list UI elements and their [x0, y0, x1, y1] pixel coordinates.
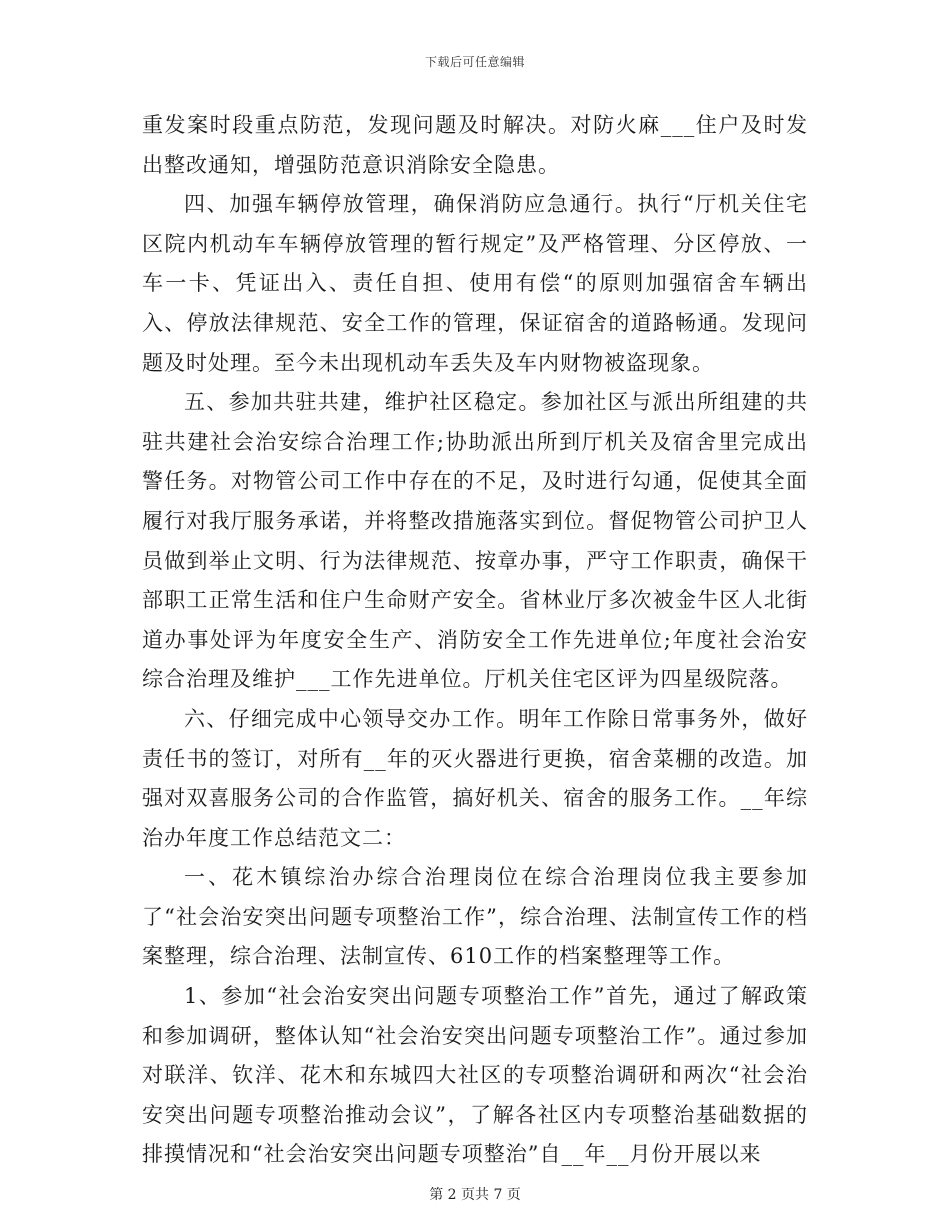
paragraph-continuation: 重发案时段重点防范，发现问题及时解决。对防火麻___住户及时发出整改通知，增强防范意识消除安全隐患。 — [142, 113, 808, 177]
paragraph-item-1: 一、花木镇综治办综合治理岗位在综合治理岗位我主要参加了“社会治安突出问题专项整治工作”，综合治理、法制宣传工作的档案整理，综合治理、法制宣传、610工作的档案整理等工作。 — [142, 865, 808, 969]
paragraph-section-5: 五、参加共驻共建，维护社区稳定。参加社区与派出所组建的共驻共建社会治安综合治理工作;协助派出所到厅机关及宿舍里完成出警任务。对物管公司工作中存在的不足，及时进行勾通，促使其全面履行对我厅服务承诺，并将整改措施落实到位。督促物管公司护卫人员做到举止文明、行为法律规范、按章办事，严守工作职责，确保干部职工正常生活和住户生命财产安全。省林业厅多次被金牛区人北街道办事处评为年度安全生产、消防安全工作先进单位;年度社会治安综合治理及维护___工作先进单位。厅机关住宅区评为四星级院落。 — [142, 390, 808, 692]
paragraph-subitem-1: 1、参加“社会治安突出问题专项整治工作”首先，通过了解政策和参加调研，整体认知“社会治安突出问题专项整治工作”。通过参加对联洋、钦洋、花木和东城四大社区的专项整治调研和两次“社会治安突出问题专项整治推动会议”，了解各社区内专项整治基础数据的排摸情况和“社会治安突出问题专项整治”自__年__月份开展以来 — [142, 984, 808, 1167]
page-footer: 第 2 页共 7 页 — [429, 1187, 521, 1203]
paragraph-section-6: 六、仔细完成中心领导交办工作。明年工作除日常事务外，做好责任书的签订，对所有__年的灭火器进行更换，宿舍菜棚的改造。加强对双喜服务公司的合作监管，搞好机关、宿舍的服务工作。__年综治办年度工作总结范文二： — [142, 706, 808, 850]
page-header: 下载后可任意编辑 — [424, 55, 525, 69]
paragraph-section-4: 四、加强车辆停放管理，确保消防应急通行。执行“厅机关住宅区院内机动车车辆停放管理的暂行规定”及严格管理、分区停放、一车一卡、凭证出入、责任自担、使用有偿“的原则加强宿舍车辆出入、停放法律规范、安全工作的管理，保证宿舍的道路畅通。发现问题及时处理。至今未出现机动车丢失及车内财物被盗现象。 — [142, 192, 808, 375]
document-body — [142, 106, 808, 1175]
